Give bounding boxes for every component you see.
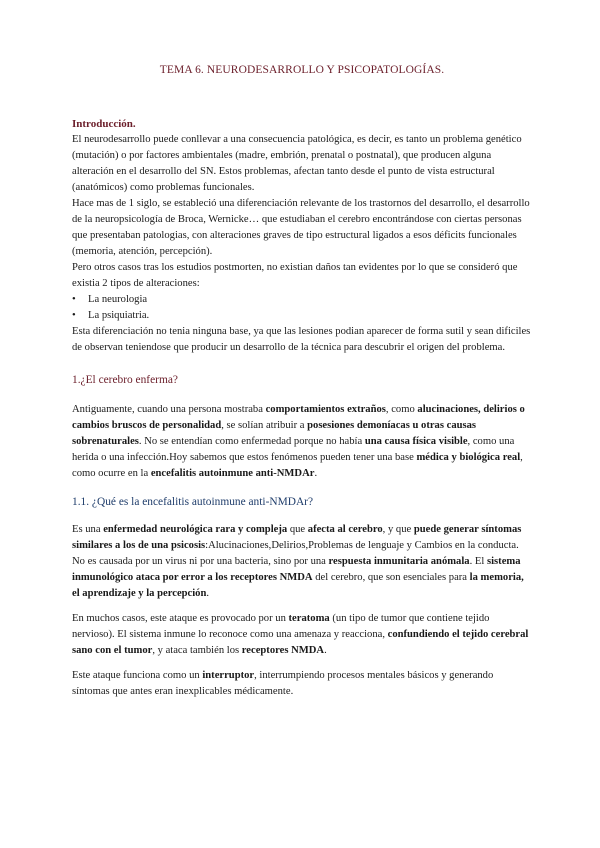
bold-run: médica y biológica real — [416, 452, 521, 463]
intro-paragraph-3: Pero otros casos tras los estudios postmorten, no existian daños tan evidentes por lo que se consideró que existia 2 tipos de alteraciones: — [72, 262, 518, 289]
bold-run: interruptor — [202, 670, 255, 681]
bold-run: alucinaciones, delirios o cambios bruscos de personalidad — [72, 404, 525, 431]
bold-run: una causa física visible — [364, 436, 468, 447]
section-1-1-heading: 1.1. ¿Qué es la encefalitis autoinmune anti-NMDAr? — [72, 496, 314, 508]
bold-run: teratoma — [288, 613, 330, 624]
text-run: , como — [385, 404, 418, 415]
section-1-1-paragraph-1 — [72, 522, 532, 554]
bold-run: enfermedad neurológica rara y compleja — [103, 524, 288, 535]
text-run: , interrumpiendo procesos mentales básicos y generando síntomas que antes eran inexplicables médicamente. — [72, 670, 494, 697]
section-1-1-paragraph-3 — [72, 611, 532, 659]
list-item — [72, 308, 532, 324]
text-run: . — [324, 645, 327, 656]
bold-run: sistema inmunológico ataca por error a los receptores NMDA — [72, 556, 521, 583]
text-run: Este ataque funciona como un — [72, 670, 203, 681]
bold-run: confundiendo el tejido cerebral sano con el tumor — [72, 629, 529, 656]
intro-paragraph-4: Esta diferenciación no tenia ninguna base, ya que las lesiones podian aparecer de forma sutil y sean dificiles de observan teniendose que producir un desarrollo de la técnica para descubrir el origen del problema. — [72, 326, 531, 353]
bold-run: posesiones demoníacas u otras causas sobrenaturales — [72, 420, 477, 447]
bold-run: la memoria, el aprendizaje y la percepción — [72, 572, 524, 599]
bold-run: respuesta inmunitaria anómala — [328, 556, 470, 567]
text-run: , como una herida o una infección.Hoy sabemos que estos fenómenos pueden tener una base — [72, 436, 515, 463]
intro-heading: Introducción. — [72, 118, 136, 130]
text-run: del cerebro, que son esenciales para — [312, 572, 470, 583]
intro-paragraph-2: Hace mas de 1 siglo, se estableció una diferenciación relevante de los trastornos del desarrollo, el desarrollo de la neuropsicología de Broca, Wernicke… que estudiaban el cerebro encontrándose con ciertas personas que presentaban patologias, con alteraciones graves de tipo estructural ligados a esos déficits funcionales (memoria, atención, percepción). — [72, 198, 530, 257]
bold-run: afecta al cerebro — [307, 524, 383, 535]
alteration-types-list — [72, 292, 532, 324]
text-run: :Alucinaciones,Delirios,Problemas de lenguaje y Cambios en la conducta. — [205, 540, 519, 551]
list-item — [72, 292, 532, 308]
document-page — [72, 64, 532, 700]
bullet-icon: • — [72, 294, 76, 305]
intro-section — [72, 116, 532, 356]
text-run: . El — [469, 556, 487, 567]
text-run: (un tipo de tumor que contiene tejido nervioso). El sistema inmune lo reconoce como una amenaza y reacciona, — [72, 613, 490, 640]
document-title: TEMA 6. NEURODESARROLLO Y PSICOPATOLOGÍAS. — [159, 64, 445, 76]
bold-run: puede generar síntomas similares a los de una psicosis — [72, 524, 522, 551]
text-run: . — [206, 588, 210, 599]
paragraph-spacer — [72, 659, 532, 668]
text-run: que — [287, 524, 308, 535]
text-run: . No se entendían como enfermedad porque no había — [138, 436, 365, 447]
intro-paragraph-1: El neurodesarrollo puede conllevar a una consecuencia patológica, es decir, es tanto un problema genético (mutación) o por factores ambientales (madre, embrión, prenatal o postnatal), que producen alguna alteración en el desarrollo del SN. Estos problemas, afectan tanto desde el punto de vista estructural (anatómicos) como problemas funcionales. — [72, 134, 522, 193]
section-1-paragraph — [72, 402, 532, 482]
bold-run: receptores NMDA — [241, 645, 325, 656]
paragraph-spacer — [72, 602, 532, 611]
list-item-text: La psiquiatria. — [88, 310, 150, 321]
text-run: , y ataca también los — [152, 645, 242, 656]
text-run: , se solían atribuir a — [221, 420, 308, 431]
text-run: Es una — [72, 524, 104, 535]
section-1 — [72, 372, 532, 482]
text-run: , como ocurre en la — [72, 452, 523, 479]
section-1-1-paragraph-4 — [72, 668, 532, 700]
text-run: En muchos casos, este ataque es provocado por un — [72, 613, 289, 624]
text-run: No es causada por un virus ni por una bacteria, sino por una — [72, 556, 329, 567]
bold-run: encefalitis autoinmune anti-NMDAr — [150, 468, 315, 479]
section-1-1-paragraph-2 — [72, 554, 532, 602]
section-1-1 — [72, 494, 532, 700]
section-1-heading: 1.¿El cerebro enferma? — [72, 374, 178, 386]
list-item-text: La neurologia — [88, 294, 148, 305]
text-run: . — [314, 468, 318, 479]
bold-run: comportamientos extraños — [265, 404, 386, 415]
text-run: Antiguamente, cuando una persona mostraba — [72, 404, 266, 415]
bullet-icon: • — [72, 310, 76, 321]
text-run: , y que — [382, 524, 414, 535]
